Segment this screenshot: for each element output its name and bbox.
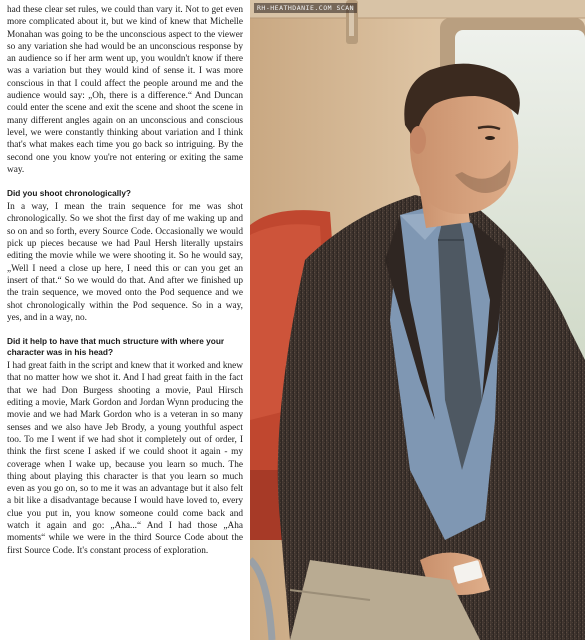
article-column <box>7 4 243 636</box>
article-paragraph-3: I had great faith in the script and knew that it worked and knew that no matter how we shot it. And I had great faith in the fact that we had Don Burgess shooting a movie, Paul Hirsch editing a movie, Mark Gordon and Jordan Wynn producing the movie and we had Mark Gordon who is a veteran in so many senses and we also have Jeb Brody, a young youthful aspect too. To me I went if we had shot it completely out of order, I think the first scene I asked if we could shoot it again - my coverage when I wake up, because you learn so much. The thing about playing this character is that you learn so much even as you go on, so to me it was an advantage but it also felt a bit like a disadvantage because I would have loved to, every clue you put in, you know someone could come back and watch it again and go: „Aha...“ And I had those „Aha moments“ while we were in the third Source Code about the first Source Code. It's constant process of exploration. <box>7 361 243 556</box>
train-photo <box>250 0 585 640</box>
article-paragraph-2: In a way, I mean the train sequence for me was shot chronologically. So we shot the first day of me waking up and so on and so forth, every Source Code. Occasionally we would pick up pieces because we had Paul Hersh literally upstairs editing the movie while we were shooting it. So he would say, „Well I need a close up here, I need this or can you get an insert of that.“ So we would do that. And after we finished up the train sequence, we moved onto the Pod sequence and we shot chronologically within the Pod sequence. So in a way, yes, and in a way, no. <box>7 202 243 323</box>
ear <box>410 126 426 154</box>
article-paragraph-1: had these clear set rules, we could than vary it. Not to get even more complicated about it, but we kind of knew that Michelle Monahan was going to be the unconscious aspect to the viewer so any variation she had would be an unconscious response by an audience so if her arm went up, you wouldn't know if there was a variation but they would kind of sense it. I was more conscious in that I could affect the people around me and the audience would say: „Oh, there is a difference.“ And Duncan could enter the scene and exit the scene and shoot the scene in many different angles again on an unconscious and conscious level, we were constantly thinking about variation and I think that's what makes each time you go back so intriguing. By the second one you know you're not entering or exiting the same way. <box>7 5 243 175</box>
interview-question-1: Did you shoot chronologically? <box>7 188 131 199</box>
scan-watermark: RH-HEATHDANIE.COM SCAN <box>254 3 357 13</box>
train-photo-illustration <box>250 0 585 640</box>
interview-question-2: Did it help to have that much structure with where your character was in his head? <box>7 336 225 358</box>
